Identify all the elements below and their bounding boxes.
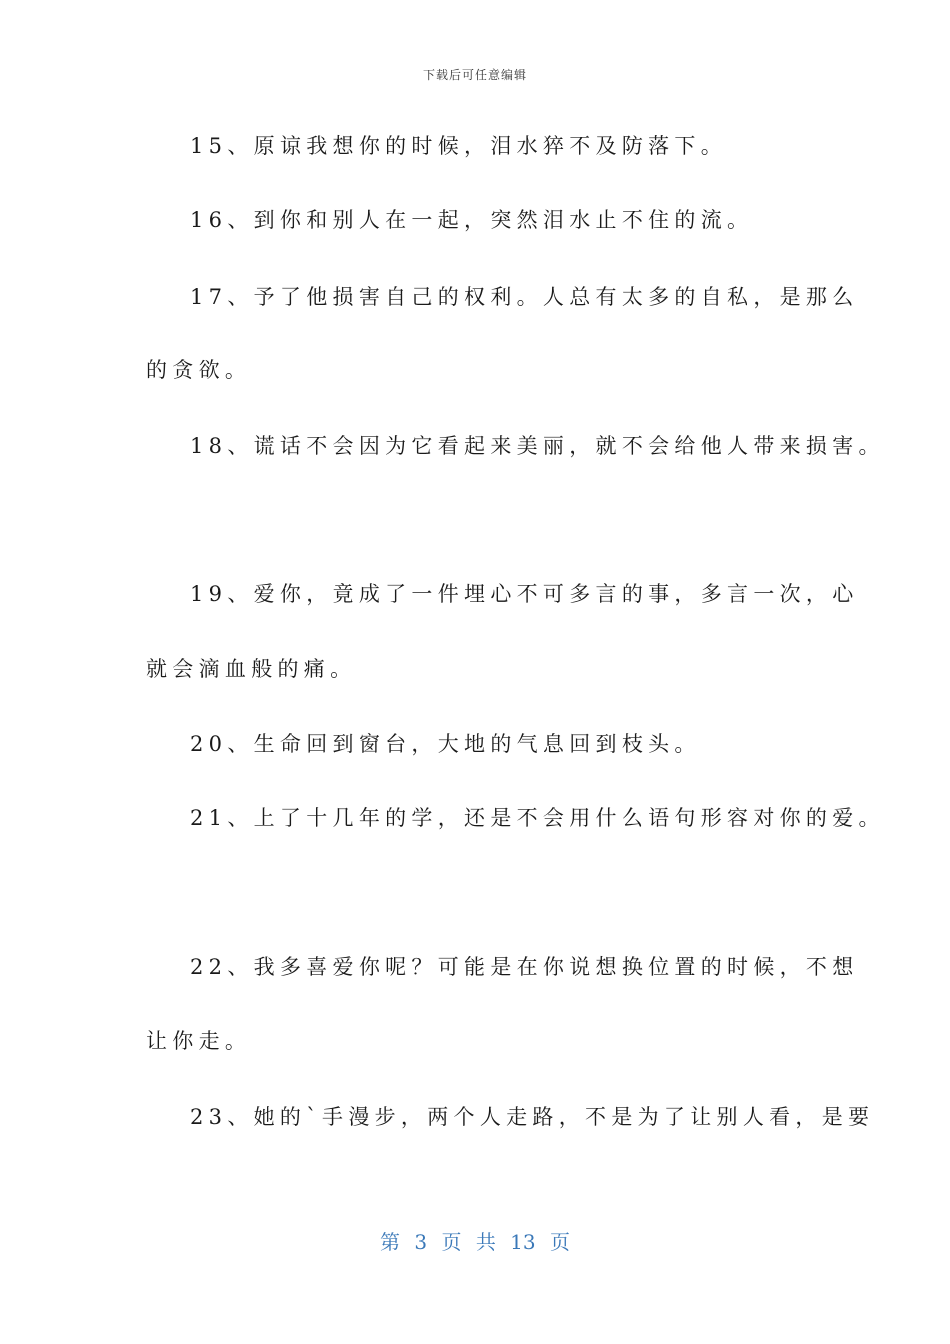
page-header: 下载后可任意编辑 bbox=[422, 68, 527, 82]
text-line: 21、上了十几年的学，还是不会用什么语句形容对你的爱。 bbox=[190, 806, 885, 830]
page-total: 13 bbox=[510, 1230, 536, 1254]
text-line: 19、爱你，竟成了一件埋心不可多言的事，多言一次，心 bbox=[190, 582, 859, 606]
text-line: 17、予了他损害自己的权利。人总有太多的自私，是那么 bbox=[190, 285, 859, 309]
text-line: 18、谎话不会因为它看起来美丽，就不会给他人带来损害。 bbox=[190, 434, 885, 458]
total-unit: 页 bbox=[549, 1230, 570, 1254]
text-line: 让你走。 bbox=[146, 1029, 252, 1053]
page-label: 第 bbox=[380, 1230, 400, 1254]
total-label: 共 bbox=[475, 1230, 496, 1254]
page-footer bbox=[0, 1226, 950, 1255]
text-line: 22、我多喜爱你呢？可能是在你说想换位置的时候，不想 bbox=[190, 955, 859, 979]
text-line: 15、原谅我想你的时候，泪水猝不及防落下。 bbox=[190, 134, 728, 158]
text-line: 的贪欲。 bbox=[146, 358, 252, 382]
page-current: 3 bbox=[414, 1230, 428, 1254]
page-unit: 页 bbox=[441, 1230, 462, 1254]
text-line: 23、她的`手漫步，两个人走路，不是为了让别人看，是要 bbox=[190, 1105, 875, 1129]
text-line: 就会滴血般的痛。 bbox=[146, 657, 357, 681]
text-line: 16、到你和别人在一起，突然泪水止不住的流。 bbox=[190, 208, 754, 232]
text-line: 20、生命回到窗台，大地的气息回到枝头。 bbox=[190, 732, 701, 756]
